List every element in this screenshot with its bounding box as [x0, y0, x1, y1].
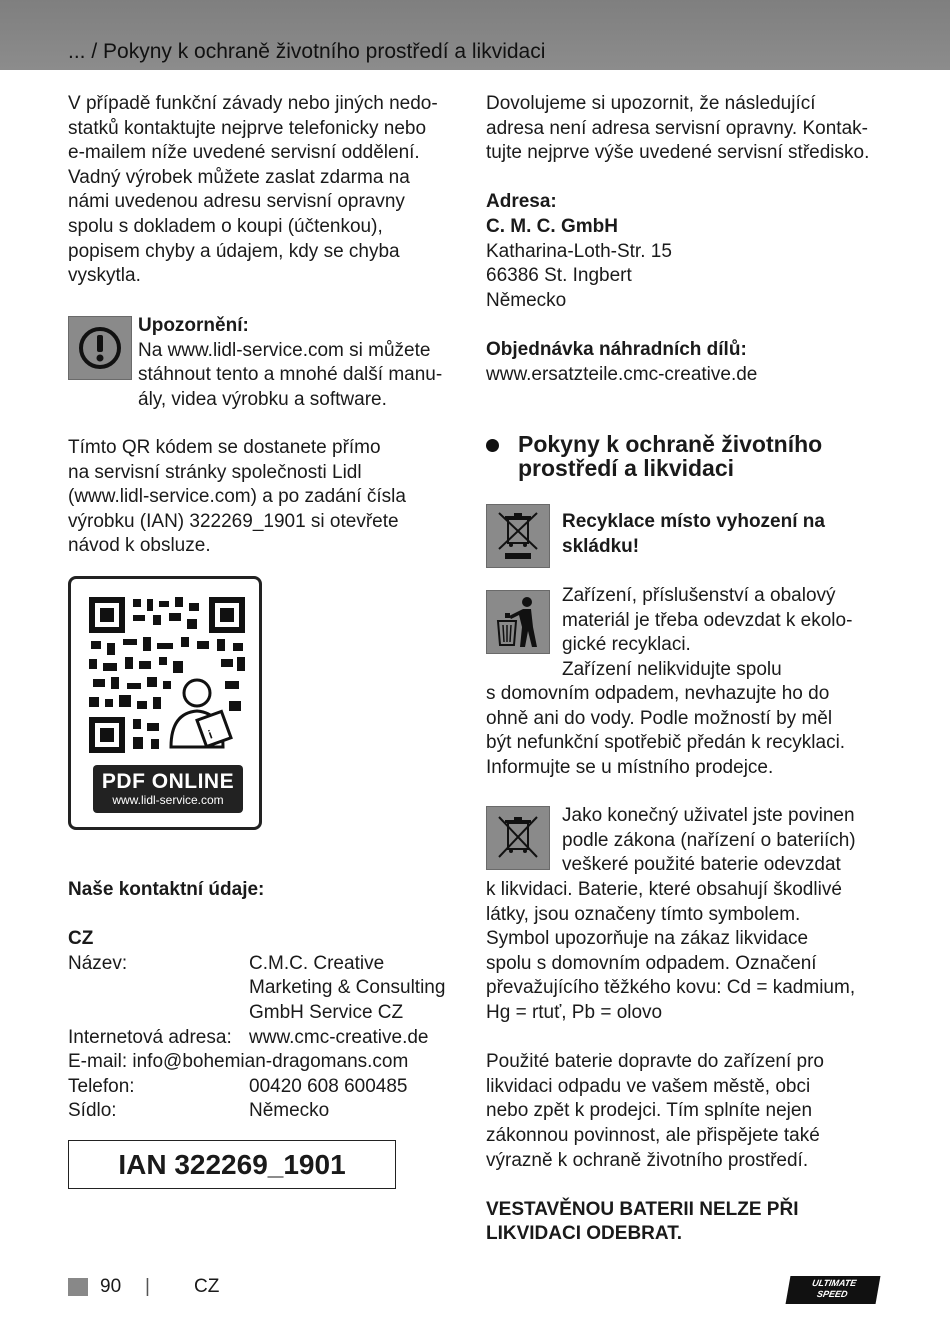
text-line: Jako konečný uživatel jste povinen — [562, 805, 855, 826]
text-line: adresa není adresa servisní opravny. Kontak- — [486, 117, 868, 139]
text-line: zákonnou povinnost, ale přispějete také — [486, 1124, 820, 1146]
qr-paragraph — [68, 436, 468, 559]
text-line: e-mailem níže uvedené servisní oddělení. — [68, 142, 420, 164]
intro-paragraph — [68, 92, 468, 289]
contact-phone: 00420 608 600485 — [249, 1075, 408, 1097]
address-country: Německo — [486, 289, 567, 311]
device-paragraph — [486, 682, 886, 780]
text-line: na servisní stránky společnosti Lidl — [68, 461, 362, 483]
text-line: veškeré použité baterie odevzdat — [562, 854, 841, 876]
section-title-line: prostředí a likvidaci — [518, 455, 735, 481]
notice-block — [138, 314, 468, 412]
text-line: Použité baterie dopravte do zařízení pro — [486, 1051, 824, 1073]
contact-block — [68, 878, 468, 1124]
contact-table — [68, 952, 468, 1124]
text-line: Hg = rtuť, Pb = olovo — [486, 1001, 663, 1023]
battery-bin-icon — [493, 811, 543, 865]
parts-block — [486, 338, 886, 387]
contact-label: Sídlo: — [68, 1100, 117, 1122]
text-line: Recyklace místo vyhození na — [562, 511, 825, 532]
text-line: VESTAVĚNOU BATERII NELZE PŘI — [486, 1198, 799, 1220]
qr-code-icon — [89, 597, 245, 755]
ian-number: IAN 322269_1901 — [118, 1148, 346, 1180]
page-header — [0, 0, 950, 70]
section-heading — [486, 432, 886, 480]
bullet-icon — [486, 439, 499, 452]
battery-warning — [486, 1198, 886, 1247]
address-company: C. M. C. GmbH — [486, 215, 618, 237]
text-line: návod k obsluze. — [68, 535, 211, 557]
text-line: (www.lidl-service.com) a po zadání čísla — [68, 486, 406, 508]
pdf-online-label: PDF ONLINE — [101, 770, 235, 793]
text-line: převažujícího těžkého kovu: Cd = kadmium, — [486, 977, 856, 999]
address-street: Katharina-Loth-Str. 15 — [486, 240, 672, 262]
header-title: ... / Pokyny k ochraně životního prostředí a likvidaci — [68, 40, 546, 63]
logo-line: ULTIMATE — [811, 1278, 858, 1288]
notice-title: Upozornění: — [138, 315, 249, 336]
footer-language: CZ — [194, 1276, 220, 1297]
contact-country: CZ — [68, 928, 94, 950]
text-line: Symbol upozorňuje na zákaz likvidace — [486, 928, 809, 950]
recycle-heading — [562, 510, 882, 559]
contact-label: Internetová adresa: — [68, 1026, 232, 1048]
text-line: Zařízení, příslušenství a obalový — [562, 585, 836, 606]
text-line: likvidaci odpadu ve vašem městě, obci — [486, 1075, 811, 1097]
text-line: podle zákona (nařízení o bateriích) — [562, 829, 856, 851]
text-line: statků kontaktujte nejprve telefonicky nebo — [68, 117, 427, 139]
text-line: s domovním odpadem, nevhazujte ho do — [486, 683, 830, 704]
text-line: gické recyklaci. — [562, 634, 691, 656]
contact-label: Telefon: — [68, 1075, 135, 1097]
text-line: Zařízení nelikvidujte spolu — [562, 658, 782, 680]
crossed-bin-icon — [493, 509, 543, 563]
text-line: spolu s domovním odpadem. Označení — [486, 952, 817, 974]
page-number: 90 — [100, 1276, 122, 1297]
text-line: Informujte se u místního prodejce. — [486, 756, 774, 778]
address-city: 66386 St. Ingbert — [486, 265, 632, 287]
text-line: nebo zpět k prodejci. Tím splníte nejen — [486, 1100, 813, 1122]
text-line: námi uvedenou adresu servisní opravny — [68, 191, 405, 213]
left-column — [68, 92, 468, 289]
text-line: skládku! — [562, 535, 640, 557]
contact-web-link[interactable]: www.cmc-creative.de — [249, 1026, 429, 1048]
text-line: materiál je třeba odevzdat k ekolo- — [562, 609, 853, 631]
ian-box — [68, 1140, 396, 1189]
crossed-bin-icon-box — [486, 504, 550, 568]
text-line: ály, videa výrobku a software. — [138, 388, 387, 410]
text-line: ohně ani do vody. Podle možností by měl — [486, 707, 833, 729]
text-line: vyskytla. — [68, 265, 141, 287]
pdf-online-url: www.lidl-service.com — [112, 793, 224, 807]
exclamation-icon — [77, 325, 123, 371]
text-line: Vadný výrobek můžete zaslat zdarma na — [68, 166, 410, 188]
parts-link[interactable]: www.ersatzteile.cmc-creative.de — [486, 363, 758, 385]
contact-value: GmbH Service CZ — [249, 1001, 404, 1023]
disposal-paragraph — [486, 1050, 886, 1173]
address-label: Adresa: — [486, 191, 557, 213]
text-line: k likvidaci. Baterie, které obsahují škodlivé — [486, 879, 842, 900]
svg-text:i: i — [206, 727, 215, 742]
text-line: spolu s dokladem o koupi (účtenkou), — [68, 215, 383, 237]
text-line: V případě funkční závady nebo jiných nedo- — [68, 93, 438, 114]
address-block — [486, 190, 886, 313]
parts-label: Objednávka náhradních dílů: — [486, 338, 747, 360]
contact-row-phone — [68, 1075, 468, 1100]
text-line: výrazně k ochraně životního prostředí. — [486, 1149, 809, 1171]
battery-paragraph — [486, 878, 886, 1247]
text-line: Dovolujeme si upozornit, že následující — [486, 93, 816, 114]
logo-line: SPEED — [816, 1289, 849, 1299]
text-line: být nefunkční spotřebič předán k recyklaci. — [486, 732, 846, 754]
contact-label: Název: — [68, 952, 128, 974]
footer-separator: | — [145, 1276, 150, 1297]
tidyman-icon — [493, 595, 543, 649]
address-notice — [486, 92, 886, 166]
brand-logo — [786, 1276, 881, 1304]
section-title-line: Pokyny k ochraně životního — [518, 431, 823, 457]
text-line: popisem chyby a údajem, kdy se chyba — [68, 240, 400, 262]
footer-square-icon — [68, 1278, 88, 1296]
text-line: výrobku (IAN) 322269_1901 si otevřete — [68, 510, 399, 532]
text-line: tujte nejprve výše uvedené servisní středisko. — [486, 142, 870, 164]
battery-paragraph-indented — [562, 804, 882, 878]
contact-email[interactable]: E-mail: info@bohemian-dragomans.com — [68, 1051, 409, 1073]
tidyman-icon-box — [486, 590, 550, 654]
contact-row-web — [68, 1026, 468, 1051]
contact-row-name — [68, 952, 468, 1026]
text-line: Na www.lidl-service.com si můžete — [138, 339, 431, 361]
text-line: látky, jsou označeny tímto symbolem. — [486, 903, 801, 925]
contact-seat: Německo — [249, 1100, 330, 1122]
notice-icon-box — [68, 316, 132, 380]
text-line: Tímto QR kódem se dostanete přímo — [68, 437, 381, 458]
contact-value: Marketing & Consulting — [249, 977, 446, 999]
text-line: stáhnout tento a mnohé další manu- — [138, 364, 443, 386]
contact-value: C.M.C. Creative — [249, 952, 385, 974]
contact-heading: Naše kontaktní údaje: — [68, 879, 265, 900]
battery-bin-icon-box — [486, 806, 550, 870]
qr-code-card[interactable] — [68, 576, 262, 830]
text-line: LIKVIDACI ODEBRAT. — [486, 1223, 682, 1245]
contact-row-email — [68, 1050, 468, 1075]
page-footer — [68, 1276, 878, 1306]
pdf-online-badge — [93, 765, 243, 813]
device-paragraph-indented — [562, 584, 882, 682]
right-column — [486, 92, 886, 387]
contact-row-seat — [68, 1099, 468, 1124]
